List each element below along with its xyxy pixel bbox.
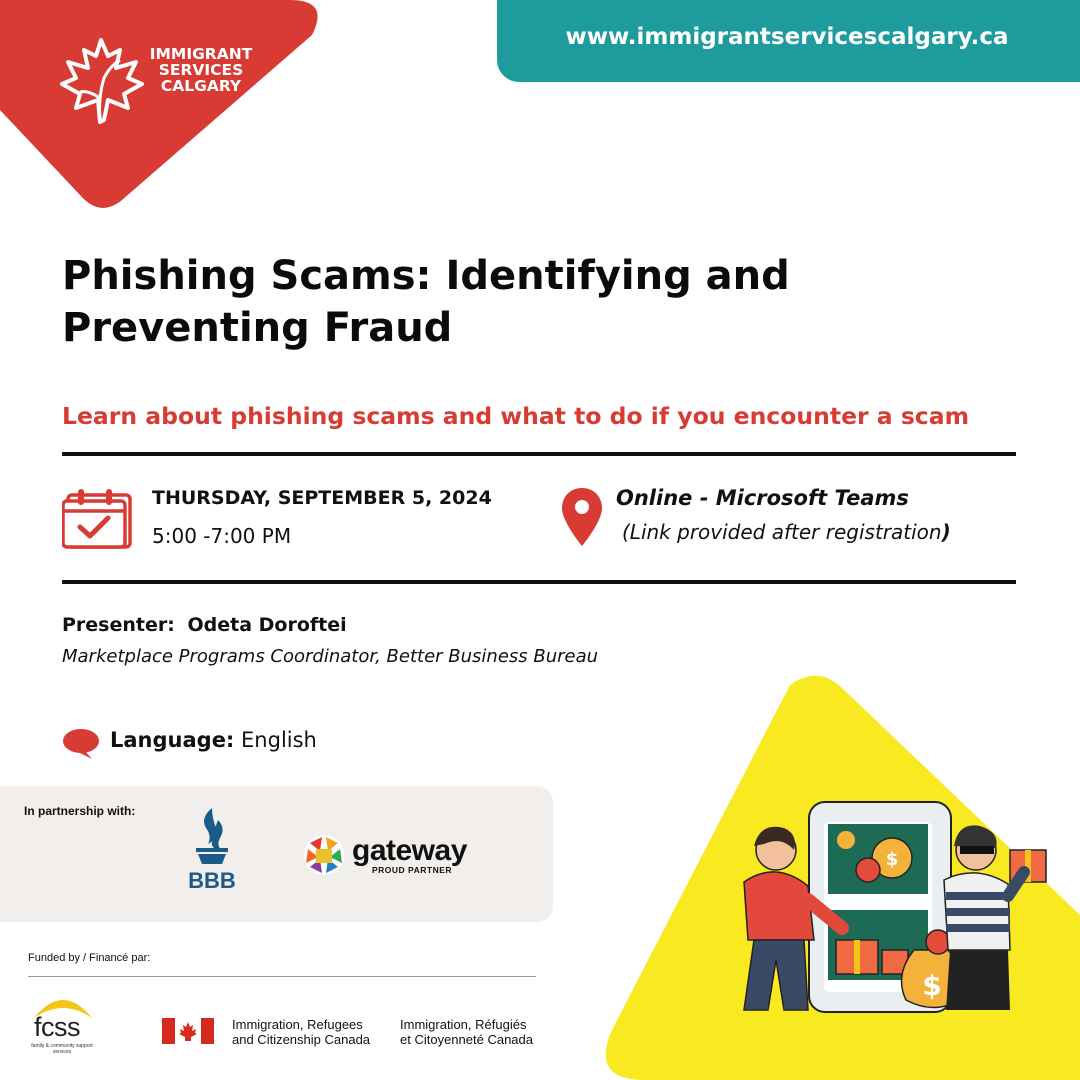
ircc-en-line-1: Immigration, Refugees <box>232 1017 363 1032</box>
language-value: English <box>241 728 317 752</box>
logo-line-1: IMMIGRANT <box>149 45 253 63</box>
location-note-close: ) <box>941 520 951 544</box>
ircc-french <box>400 1017 533 1047</box>
canada-flag-icon <box>162 1018 214 1044</box>
language-label: Language: <box>110 728 235 752</box>
title-line-1: Phishing Scams: Identifying and <box>62 253 790 299</box>
location-pin-icon <box>560 486 604 548</box>
speech-bubble-icon <box>62 728 100 760</box>
language-line <box>110 728 317 752</box>
logo-text <box>146 46 256 94</box>
fcss-wordmark: fcss <box>34 1012 81 1042</box>
ircc-fr-line-2: et Citoyenneté Canada <box>400 1032 533 1047</box>
partner-label: In partnership with: <box>24 804 136 818</box>
presenter-name: Odeta Doroftei <box>187 614 347 636</box>
ircc-english <box>232 1017 370 1047</box>
website-banner <box>497 0 1080 82</box>
event-date: THURSDAY, SEPTEMBER 5, 2024 <box>152 487 492 509</box>
fcss-subtitle: family & community support services <box>31 1043 93 1055</box>
org-logo[interactable] <box>58 38 258 128</box>
presenter-role: Marketplace Programs Coordinator, Better Business Bureau <box>62 646 599 667</box>
ircc-fr-line-1: Immigration, Réfugiés <box>400 1017 527 1032</box>
gateway-wordmark: gateway <box>352 834 467 867</box>
event-subtitle: Learn about phishing scams and what to do if you encounter a scam <box>62 402 970 430</box>
event-time: 5:00 -7:00 PM <box>152 524 292 548</box>
event-location: Online - Microsoft Teams <box>616 486 909 510</box>
svg-text:$: $ <box>885 849 899 870</box>
calendar-check-icon <box>62 485 134 551</box>
svg-text:$: $ <box>922 969 942 1002</box>
gateway-proud-partner: PROUD PARTNER <box>372 865 453 875</box>
logo-line-2: SERVICES <box>158 61 244 79</box>
maple-leaf-icon <box>58 38 144 126</box>
event-location-note <box>622 520 951 544</box>
event-title <box>62 250 962 354</box>
logo-line-3: CALGARY <box>160 77 242 95</box>
divider-top <box>62 452 1016 456</box>
website-link[interactable]: www.immigrantservicescalgary.ca <box>565 24 1009 50</box>
ircc-en-line-2: and Citizenship Canada <box>232 1032 371 1047</box>
location-note-text: (Link provided after registration <box>622 520 942 544</box>
funded-by-label: Funded by / Financé par: <box>28 952 151 964</box>
divider-bottom <box>62 580 1016 584</box>
bbb-logo[interactable] <box>182 806 242 892</box>
phishing-scam-illustration <box>724 800 1054 1015</box>
funded-divider <box>28 976 536 977</box>
title-line-2: Preventing Fraud <box>62 305 453 351</box>
presenter-label: Presenter: <box>62 614 175 636</box>
bbb-text: BBB <box>188 868 236 892</box>
presenter-line <box>62 614 347 636</box>
